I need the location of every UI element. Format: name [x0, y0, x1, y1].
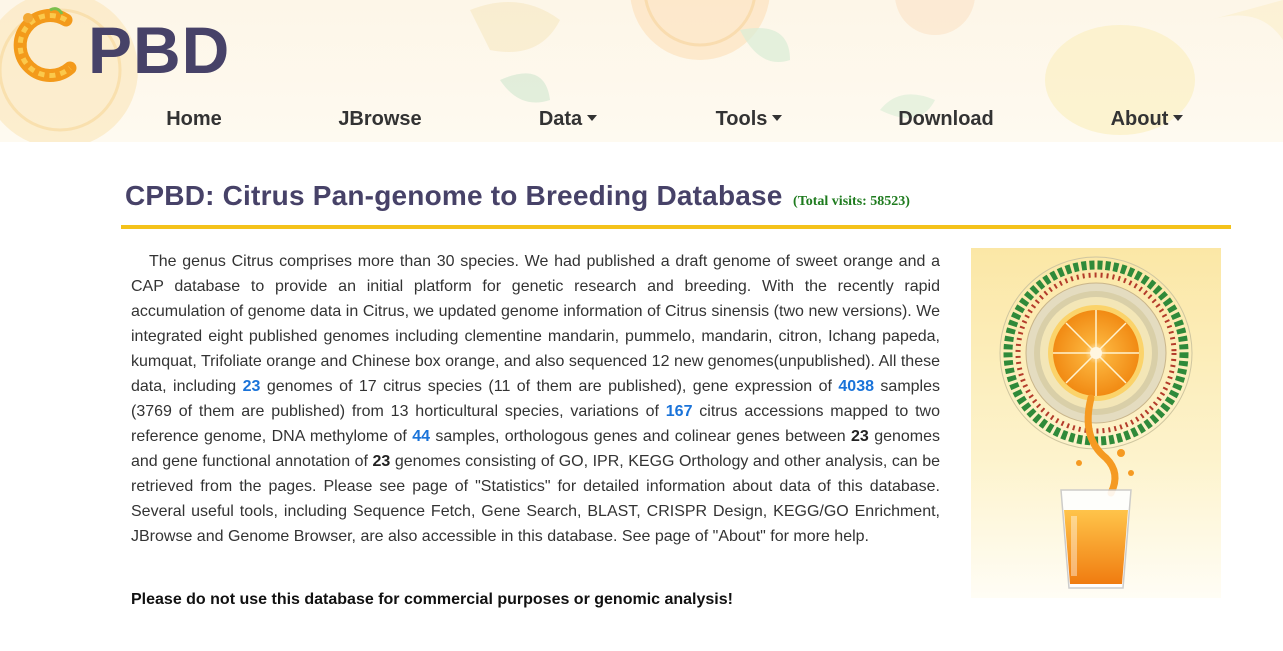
- genome-count: 23: [242, 378, 261, 395]
- page-title: CPBD: Citrus Pan-genome to Breeding Database: [125, 180, 783, 211]
- nav-home[interactable]: [166, 104, 222, 134]
- nav-jbrowse[interactable]: [338, 104, 422, 134]
- intro-text-5: samples, orthologous genes and colinear genes between: [430, 428, 852, 445]
- caret-down-icon: [1173, 115, 1183, 121]
- intro-paragraph: [131, 249, 940, 549]
- intro-text-1: The genus Citrus comprises more than 30 species. We had published a draft genome of sweet orange and a CAP database to provide an initial platform for genetic research and breeding. With the recently rapid accumulation of genome data in Citrus, we updated genome information of Citrus sinensis (two new versions). We integrated eight published genomes including clementine mandarin, pummelo, mandarin, citron, Ichang papeda, kumquat, Trifoliate orange and Chinese box orange, and also sequenced 12 new genomes(unpublished). All these data, including: [131, 253, 940, 395]
- nav-about-label: About: [1110, 108, 1169, 130]
- annotation-genome-count: 23: [372, 453, 391, 470]
- intro-text-2: genomes of 17 citrus species (11 of them are published), gene expression of: [260, 378, 839, 395]
- caret-down-icon: [587, 115, 597, 121]
- title-row: [125, 180, 1225, 220]
- intro-text-4: citrus accessions mapped to two reference genome, DNA methylome of: [131, 403, 940, 445]
- pan-genome-figure: [971, 248, 1221, 598]
- intro-text-7: genomes consisting of GO, IPR, KEGG Orthology and other analysis, can be retrieved from the pages. Please see page of "Statistics" for detailed information about data of this database. Several useful tools, including Sequence Fetch, Gene Search, BLAST, CRISPR Design, KEGG/GO Enrichment, JBrowse and Genome Browser, are also accessible in this database. See page of "About" for more help.: [131, 453, 940, 545]
- site-logo[interactable]: [10, 6, 250, 86]
- nav-tools-label: Tools: [715, 108, 768, 130]
- nav-data-label: Data: [538, 108, 583, 130]
- nav-download-label: Download: [898, 108, 994, 130]
- total-visits-counter: (Total visits: 58523): [793, 194, 910, 209]
- usage-warning: Please do not use this database for commercial purposes or genomic analysis!: [131, 591, 733, 608]
- intro-text-3: samples (3769 of them are published) from 13 horticultural species, variations of: [131, 378, 941, 420]
- title-divider: [121, 225, 1231, 229]
- nav-about-dropdown[interactable]: [1108, 104, 1186, 134]
- methylome-sample-count: 44: [412, 428, 431, 445]
- main-nav: [0, 104, 1283, 136]
- expression-sample-count: 4038: [838, 378, 874, 395]
- intro-text-6: genomes and gene functional annotation of: [131, 428, 941, 470]
- nav-tools-dropdown[interactable]: [714, 104, 784, 134]
- header-banner: [0, 0, 1283, 142]
- orange-slice-logo-icon: [10, 6, 86, 86]
- logo-text: PBD: [88, 13, 231, 87]
- nav-home-label: Home: [166, 108, 222, 130]
- colinear-genome-count: 23: [851, 428, 869, 445]
- nav-jbrowse-label: JBrowse: [338, 108, 422, 130]
- accession-count: 167: [665, 403, 693, 420]
- caret-down-icon: [772, 115, 782, 121]
- nav-data-dropdown[interactable]: [537, 104, 599, 134]
- nav-download[interactable]: [897, 104, 995, 134]
